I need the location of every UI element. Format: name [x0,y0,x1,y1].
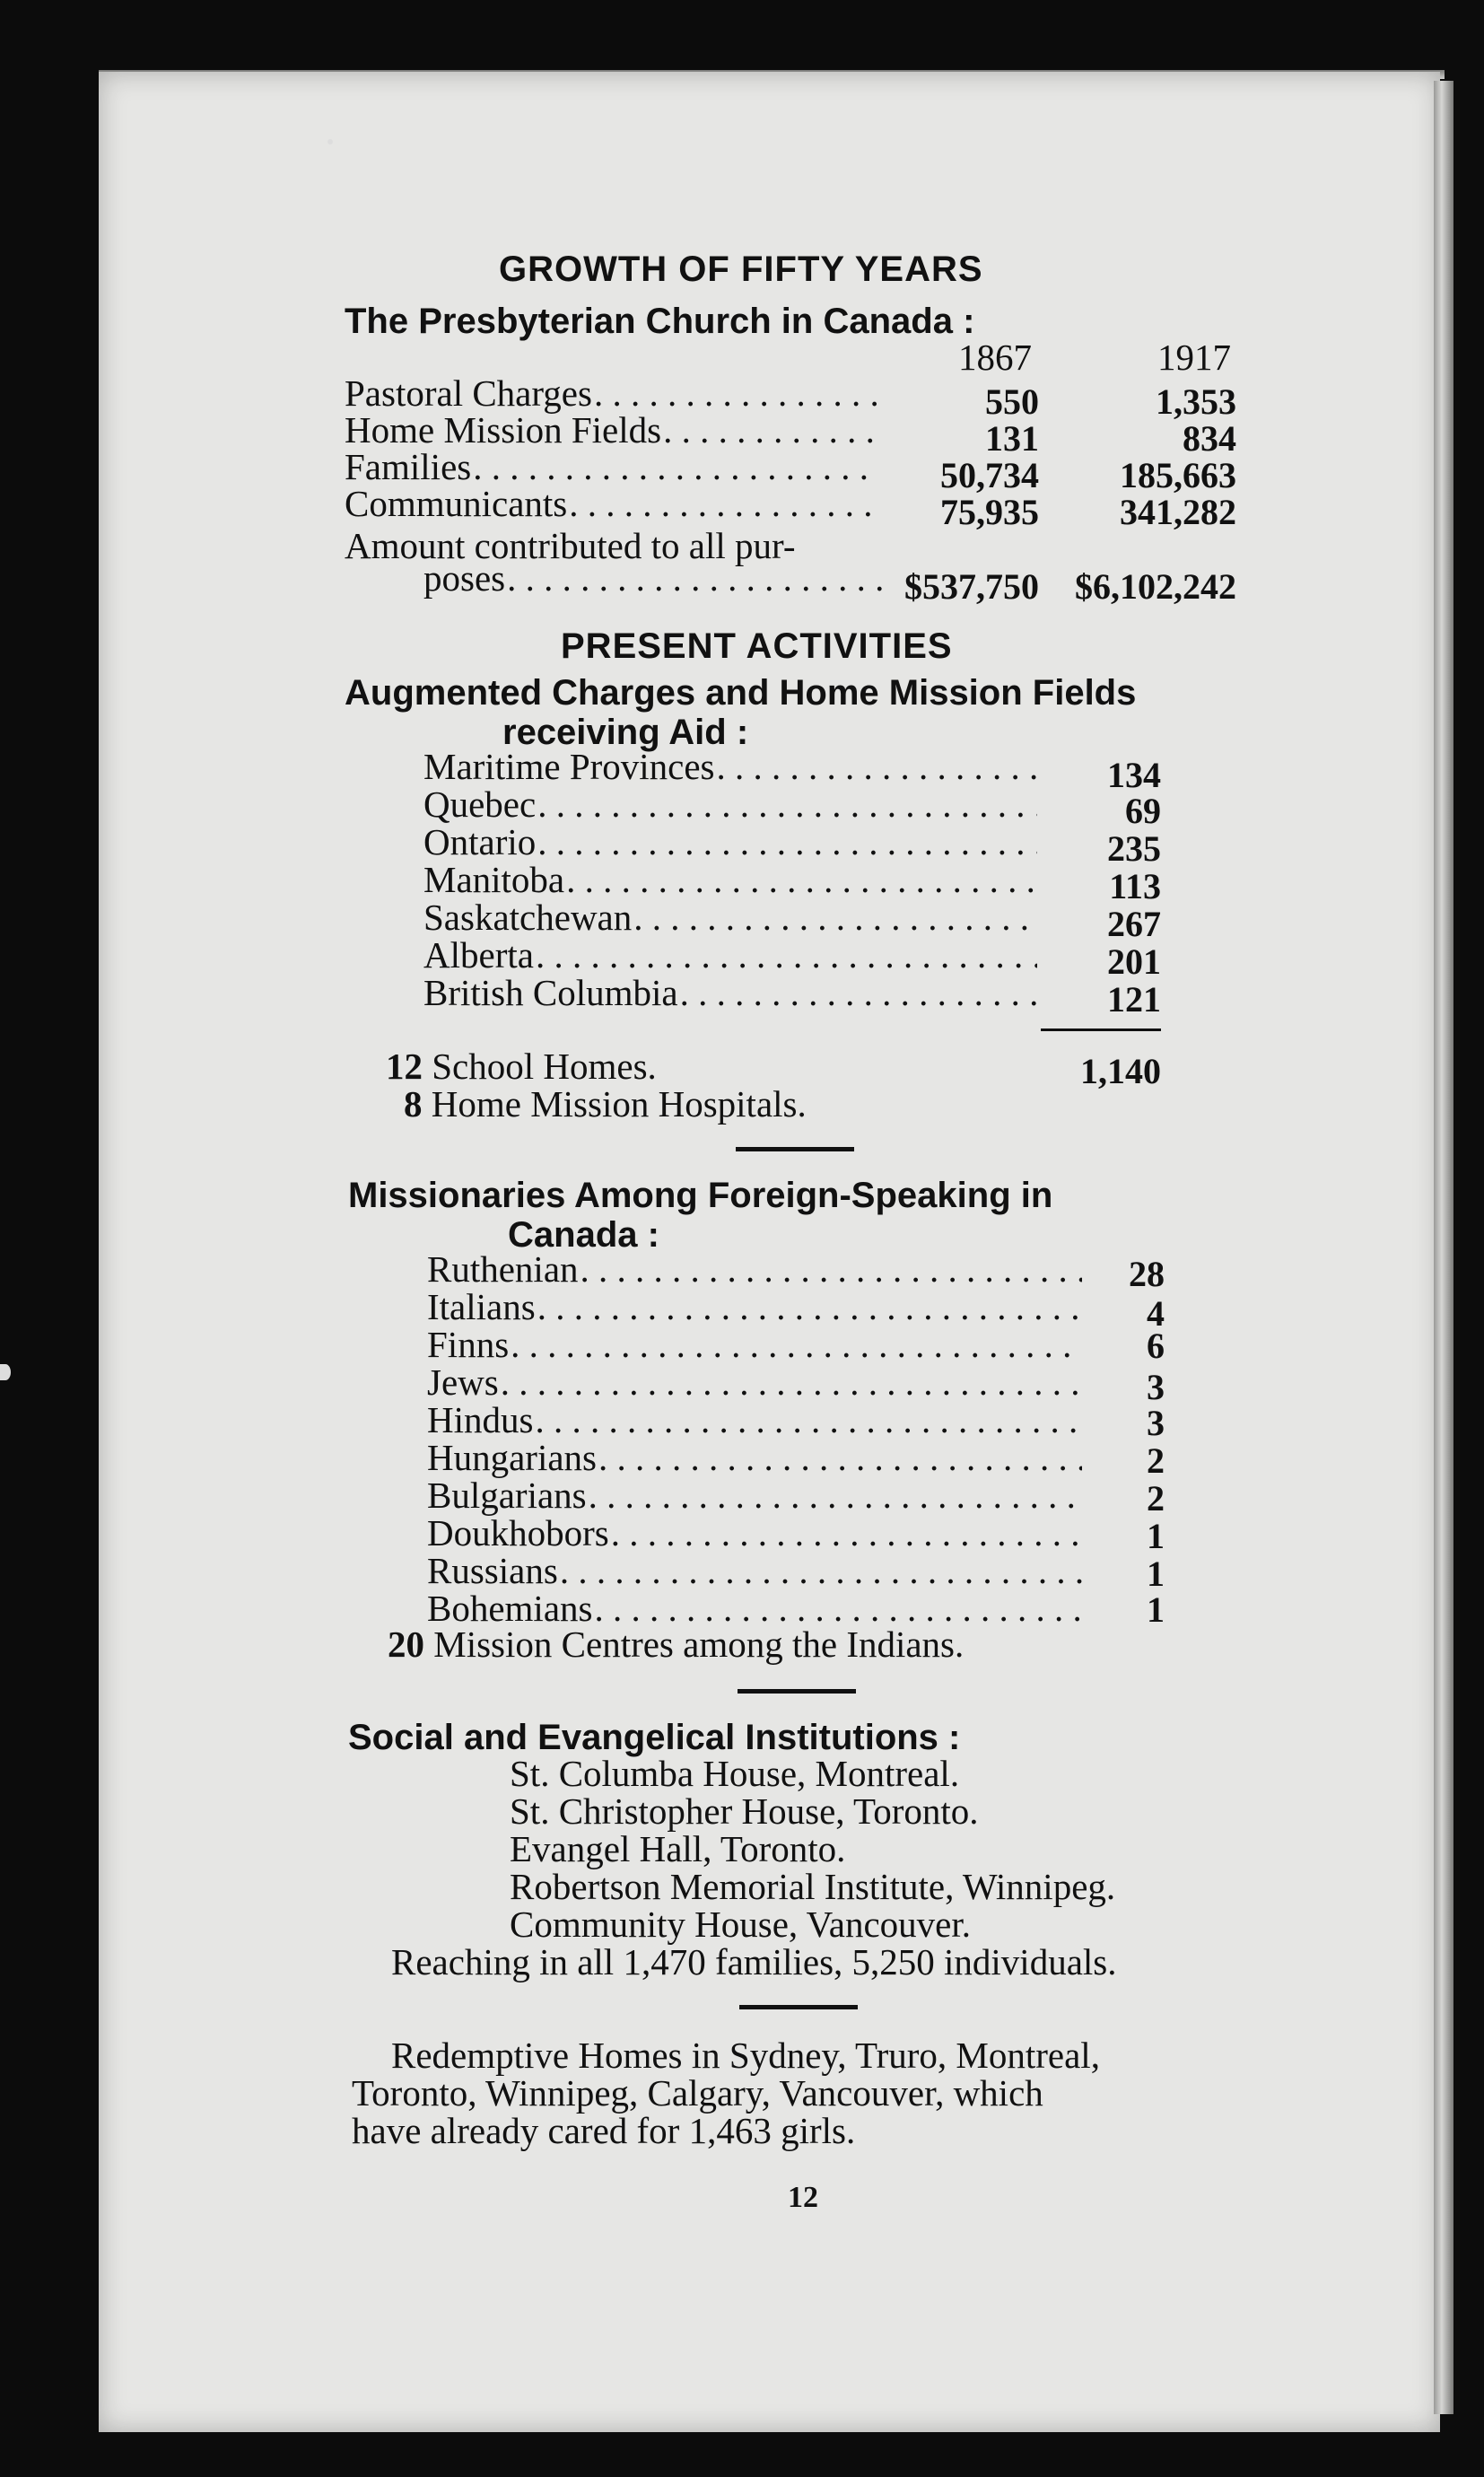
missionary-count: 28 [1129,1254,1165,1294]
row-label: Bulgarians [427,1475,587,1516]
row-label: Ruthenian [427,1248,579,1290]
province-row [423,972,1037,1014]
growth-title: GROWTH OF FIFTY YEARS [499,249,983,289]
row-label: Saskatchewan [423,897,633,938]
institution-item: Robertson Memorial Institute, Winnipeg. [510,1866,1116,1907]
value-1867: 75,935 [940,492,1039,532]
row-label: Jews [427,1361,499,1403]
row-label: poses [423,557,506,599]
redemptive-line-2: Toronto, Winnipeg, Calgary, Vancouver, which [352,2072,1043,2114]
amount-1917: $6,102,242 [1075,566,1236,607]
hospitals-count: 8 [404,1083,423,1125]
row-label: Doukhobors [427,1512,609,1554]
augmented-heading-1: Augmented Charges and Home Mission Fields [345,673,1137,713]
institution-item: St. Christopher House, Toronto. [510,1790,979,1832]
row-label: Finns [427,1324,510,1365]
page-right-edge [1434,81,1453,2414]
missionary-count: 6 [1147,1326,1165,1366]
missionaries-heading-1: Missionaries Among Foreign-Speaking in [348,1176,1053,1215]
row-label: Communicants [345,483,568,524]
missionary-count: 3 [1147,1367,1165,1407]
row-label: Hungarians [427,1437,598,1478]
province-value: 69 [1125,791,1161,831]
value-1917: 1,353 [1156,381,1236,422]
school-homes-label: School Homes. [432,1046,657,1087]
speck [0,1364,11,1380]
section-divider [739,2005,858,2009]
row-label: Families [345,446,472,487]
reaching-line: Reaching in all 1,470 families, 5,250 individuals. [391,1941,1117,1982]
row-label: Bohemians [427,1588,593,1629]
indians-line [388,1626,964,1663]
amount-line-1: Amount contributed to all pur- [345,525,796,566]
present-title: PRESENT ACTIVITIES [561,626,953,666]
institution-item: Community House, Vancouver. [510,1904,971,1945]
province-value: 113 [1109,866,1161,906]
value-1867: 550 [985,381,1039,422]
row-label: Italians [427,1286,536,1327]
missionary-count: 2 [1147,1440,1165,1481]
social-heading: Social and Evangelical Institutions : [348,1718,961,1757]
value-1917: 341,282 [1120,492,1236,532]
amount-row [423,557,890,600]
growth-subtitle: The Presbyterian Church in Canada : [345,302,975,341]
row-label: British Columbia [423,972,678,1013]
indians-label: Mission Centres among the Indians. [433,1624,965,1665]
row-label: Alberta [423,934,534,976]
institution-item: St. Columba House, Montreal. [510,1753,960,1794]
redemptive-line-1: Redemptive Homes in Sydney, Truro, Montreal, [391,2035,1100,2076]
missionary-count: 1 [1147,1516,1165,1556]
section-divider [736,1147,854,1151]
missionary-count: 1 [1147,1554,1165,1594]
sum-rule [1041,1028,1161,1031]
missionary-count: 2 [1147,1478,1165,1519]
value-1917: 834 [1183,418,1236,459]
redemptive-line-3: have already cared for 1,463 girls. [352,2110,856,2151]
row-label: Manitoba [423,859,565,900]
hospitals-line [404,1083,807,1125]
value-1867: 131 [985,418,1039,459]
institution-item: Evangel Hall, Toronto. [510,1828,846,1869]
value-1867: 50,734 [940,455,1039,495]
row-label: Home Mission Fields [345,409,662,451]
school-homes-count: 12 [386,1046,423,1087]
missionaries-heading-2: Canada : [508,1215,659,1255]
augmented-heading-2: receiving Aid : [502,713,749,752]
column-1917-header: 1917 [1157,337,1231,378]
province-value: 201 [1107,941,1161,982]
row-label: Quebec [423,783,537,825]
missionary-count: 1 [1147,1589,1165,1630]
row-label: Hindus [427,1399,534,1440]
indians-count: 20 [388,1624,424,1665]
row-label: Russians [427,1550,558,1591]
school-homes-line [386,1048,657,1085]
province-value: 267 [1107,904,1161,944]
page-number: 12 [788,2181,818,2214]
amount-1867: $537,750 [904,566,1039,607]
section-divider [738,1689,856,1694]
province-total: 1,140 [1080,1051,1161,1091]
hospitals-label: Home Mission Hospitals. [431,1083,807,1125]
row-label: Maritime Provinces [423,746,715,787]
missionary-count: 3 [1147,1403,1165,1443]
value-1917: 185,663 [1120,455,1236,495]
row-label: Pastoral Charges [345,372,592,414]
province-value: 121 [1107,979,1161,1020]
speck [327,139,333,144]
column-1867-header: 1867 [958,337,1032,378]
province-value: 235 [1107,828,1161,869]
growth-row [345,483,879,525]
missionary-count: 4 [1147,1293,1165,1334]
province-value: 134 [1107,755,1161,795]
row-label: Ontario [423,821,537,862]
